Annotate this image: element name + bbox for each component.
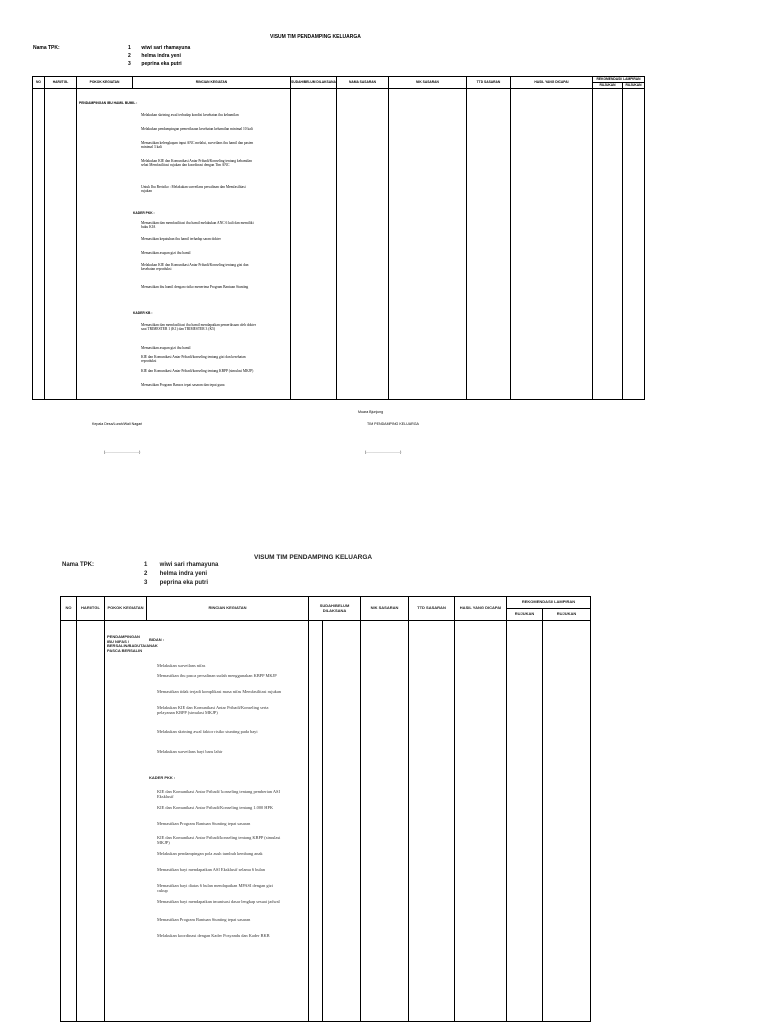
cell-rujukan-right [543, 621, 591, 1022]
header-sudah-belum: SUDAH/BELUM DILAKSANA [309, 597, 361, 621]
activity-item: Memastikan kelengkapan input ANC melalui, surveilans ibu hamil dan pasien minimal 3 kali [141, 141, 254, 150]
pokok-kegiatan-label: PENDAMPINGAN IBU HAMIL BUMIL : [79, 101, 138, 105]
header-pokok-kegiatan: POKOK KEGIATAN [77, 77, 133, 89]
activity-item: Melakukan KIE dan Komunikasi Antar Pribadi/Konseling tentang kehamilan sehat Memfasilitasi rujukan dan koordinasi dengan Tim ANC [141, 159, 252, 168]
section-kader-kb: KADER KB : [133, 311, 153, 315]
activity-item: Memastikan bayi mendapatkan ASI Eksklusif selama 6 bulan [157, 867, 265, 872]
header-hari-tgl: HARI/TGL [77, 597, 105, 621]
activity-item: KIE dan Komunikasi Antar Pribadi/konseling tentang KBPP (simulasi MKJP) [157, 835, 281, 846]
header-rujukan-left: RUJUKAN [507, 609, 543, 621]
cell-ttd-sasaran [409, 621, 455, 1022]
member-row [128, 61, 182, 67]
cell-kegiatan [105, 621, 309, 1022]
activity-item: Memastikan asupan gizi ibu hamil [141, 251, 191, 255]
header-hasil: HASIL YANG DICAPAI [455, 597, 507, 621]
member-number: 2 [144, 571, 148, 577]
activity-item: KIE dan Komunikasi Antar Pribadi/konseling tentang gizi dan kesehatan reproduksi [141, 355, 246, 364]
activity-item: Memastikan Program Bantuan Stunting tepat sasaran [157, 821, 251, 826]
header-nik-sasaran: NIK SASARAN [361, 597, 409, 621]
footer-left-label: Kepala Desa/Lurah/Wali Nagari [92, 422, 143, 426]
footer-right-signature: (..................................) [365, 450, 402, 454]
activity-item: KIE dan Komunikasi Antar Pribadi/ konseling tentang pemberian ASI Eksklusif [157, 789, 280, 800]
activity-item: KIE dan Komunikasi Antar Pribadi/konseling tentang KBPP (simulasi MKJP) [141, 369, 254, 373]
nama-tpk-label: Nama TPK: [62, 562, 95, 568]
member-row [144, 571, 207, 577]
cell-sudah-b [323, 621, 361, 1022]
activity-item: Memastikan Program Bantuan Stunting tepat sasaran [157, 917, 251, 922]
header-nik-sasaran: NIK SASARAN [389, 77, 467, 89]
cell-hari-tgl [77, 621, 105, 1022]
cell-kegiatan [77, 89, 291, 400]
activity-item: Melakukan KIE dan Komunikasi Antar Pribadi/Konseling tentang gizi dan kesehatan reproduksi [141, 263, 249, 272]
activity-item: Memastikan bayi diatas 6 bulan mendapatkan MPASI dengan gizi cukup [157, 883, 273, 894]
member-name: helma indra yeni [141, 53, 181, 59]
activity-item: Memastikan tidak terjadi komplikasi masa nifas Memfasilitasi rujukan [157, 689, 282, 694]
activity-item: Memastikan ibu hamil dengan risiko menerima Program Bantuan Stunting [141, 285, 249, 289]
nama-tpk-label: Nama TPK: [33, 45, 60, 51]
member-name: wiwi sari rhamayuna [159, 562, 219, 568]
member-name: wiwi sari rhamayuna [141, 45, 191, 51]
footer-place: Muara Bjunjung [358, 410, 384, 414]
cell-hasil [511, 89, 593, 400]
member-number: 1 [144, 562, 148, 568]
activity-item: Melakukan skrining awal faktor risiko stunting pada bayi [157, 729, 258, 734]
header-no: NO [61, 597, 77, 621]
activity-item: Melakukan pendampingan pola asuh tumbuh kembang anak [157, 851, 263, 856]
cell-no [33, 89, 45, 400]
activity-item: Memastikan dan memfasilitasi ibu hamil mendapatkan pemeriksaan oleh dokter saat TRIMESTER 1 (K1) dan TRIMESTER 3 (K5) [141, 323, 256, 332]
member-name: peprina eka putri [159, 580, 209, 586]
header-sudah-belum: SUDAH/BELUM DILAKSANA [291, 77, 337, 89]
cell-sudah-a [309, 621, 323, 1022]
header-rujukan-right: RUJUKAN [623, 83, 645, 89]
header-rujukan-right: RUJUKAN [543, 609, 591, 621]
section-kader-pkk: KADER PKK : [133, 211, 155, 215]
visum-document-2 [0, 540, 768, 1024]
member-row [128, 53, 181, 59]
cell-nik-sasaran [361, 621, 409, 1022]
member-number: 3 [128, 61, 131, 67]
activity-item: Melakukan pendampingan pemeriksaan kesehatan kehamilan minimal 10 kali [141, 127, 253, 131]
footer-right-label: TIM PENDAMPING KELUARGA [367, 422, 419, 426]
doc-title: VISUM TIM PENDAMPING KELUARGA [270, 34, 361, 40]
pokok-kegiatan-label: PENDAMPINGAN IBU NIFAS / BERSALIN/BADUTA/ANAK PASCA BERSALIN [107, 634, 158, 653]
cell-hasil [455, 621, 507, 1022]
cell-no [61, 621, 77, 1022]
cell-hari-tgl [45, 89, 77, 400]
activity-item: Melakukan koordinasi dengan Kader Posyandu dan Kader BKB [157, 933, 270, 938]
member-row [144, 562, 218, 568]
member-name: helma indra yeni [159, 571, 208, 577]
header-rujukan-left: RUJUKAN [593, 83, 623, 89]
member-number: 2 [128, 53, 131, 59]
cell-nama-sasaran [337, 89, 389, 400]
activity-item: Memastikan Program Bansos tepat sasaran dan tepat guna [141, 383, 225, 387]
activity-item: KIE dan Komunikasi Antar Pribadi/Konseling tentang 1.000 HPK [157, 805, 274, 810]
activity-item: Melakukan surveilans bayi baru lahir [157, 749, 223, 754]
cell-ttd-sasaran [467, 89, 511, 400]
activity-item: Memastikan kepatuhan ibu hamil terhadap saran dokter [141, 237, 221, 241]
activity-item: Memastikan asupan gizi ibu hamil [141, 346, 191, 350]
activity-item: Melakukan skrining awal terhadap kondisi kesehatan ibu kehamilan [141, 113, 239, 117]
section-kader-pkk: KADER PKK : [149, 775, 176, 780]
cell-nik-sasaran [389, 89, 467, 400]
doc-title: VISUM TIM PENDAMPING KELUARGA [254, 554, 373, 561]
footer-left-signature: (..................................) [104, 450, 141, 454]
visum-document-1 [0, 0, 768, 470]
activity-item: Memastikan dan memfasilitasi ibu hamil melakukan ANC 6 kali dan memiliki buku KIA [141, 221, 254, 230]
cell-rujukan-left [507, 621, 543, 1022]
activity-item: Melakukan KIE dan Komunikasi Antar Pribadi/Konseling serta pelayanan KBPP (simulasi MKJP) [157, 705, 269, 716]
header-pokok-kegiatan: POKOK KEGIATAN [105, 597, 147, 621]
header-rincian-kegiatan: RINCIAN KEGIATAN [147, 597, 309, 621]
header-rincian-kegiatan: RINCIAN KEGIATAN [133, 77, 291, 89]
member-number: 1 [128, 45, 131, 51]
member-row [144, 580, 208, 586]
member-number: 3 [144, 580, 148, 586]
header-rekomendasi: REKOMENDASI/ LAMPIRAN [593, 77, 645, 83]
header-no: NO [33, 77, 45, 89]
section-bidan: BIDAN : [149, 637, 165, 642]
visum-table [60, 596, 591, 1022]
header-rekomendasi: REKOMENDASI/ LAMPIRAN [507, 597, 591, 609]
member-name: peprina eka putri [141, 61, 182, 67]
header-hari-tgl: HARI/TGL [45, 77, 77, 89]
cell-sudah-belum [291, 89, 337, 400]
header-ttd-sasaran: TTD SASARAN [409, 597, 455, 621]
cell-rujukan-left [593, 89, 623, 400]
activity-item: Memastikan ibu pasca persalinan sudah menggunakan KBPP MKJP [157, 673, 277, 678]
header-nama-sasaran: NAMA SASARAN [337, 77, 389, 89]
header-hasil: HASIL YANG DICAPAI [511, 77, 593, 89]
member-row [128, 45, 190, 51]
activity-item: Memastikan bayi mendapatkan imunisasi dasar lengkap sesuai jadwal [157, 899, 280, 904]
activity-item: Melakukan surveilans nifas [157, 663, 206, 668]
visum-table [32, 76, 645, 400]
activity-item: Untuk Ibu Berisiko : Melakukan surveilans persalinan dan Memfasilitasi rujukan [141, 185, 246, 194]
cell-rujukan-right [623, 89, 645, 400]
header-ttd-sasaran: TTD SASARAN [467, 77, 511, 89]
